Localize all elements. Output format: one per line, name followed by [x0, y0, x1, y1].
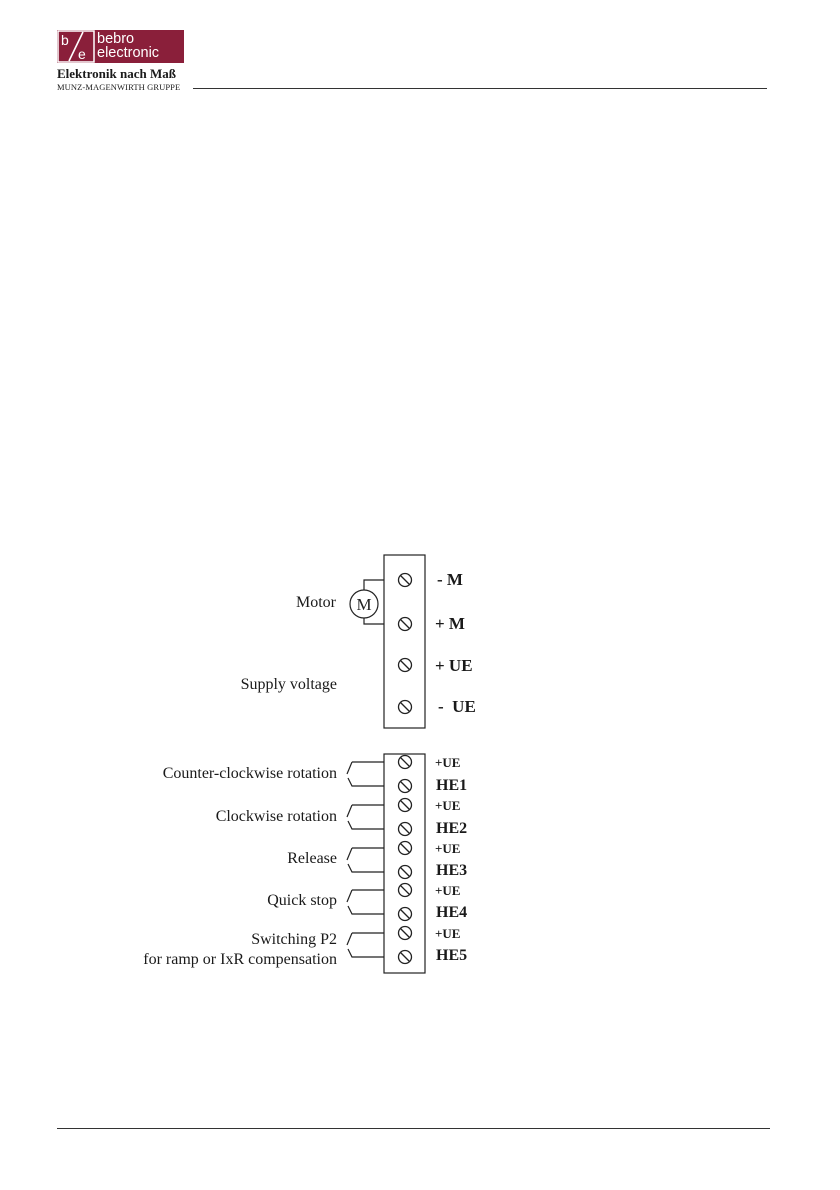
label-quick-stop: Quick stop: [267, 892, 337, 909]
terminal-plus-ue-4: +UE: [435, 883, 461, 898]
terminal-minus-ue: - UE: [438, 697, 476, 716]
label-clockwise: Clockwise rotation: [215, 808, 337, 825]
screw-terminal: [399, 701, 412, 714]
motor-wire-top: [364, 580, 384, 590]
svg-text:e: e: [78, 46, 86, 62]
label-switching-p2: Switching P2: [251, 931, 337, 948]
switch-5: [347, 933, 384, 957]
screw-terminal: [399, 823, 412, 836]
screw-terminal: [399, 618, 412, 631]
logo-line-1: bebro: [97, 31, 135, 47]
terminal-he2: HE2: [436, 820, 468, 837]
screw-terminal: [399, 866, 412, 879]
screw-terminal: [399, 780, 412, 793]
screw-terminal: [399, 574, 412, 587]
label-supply-voltage: Supply voltage: [240, 676, 337, 693]
screw-terminal: [399, 908, 412, 921]
switch-4: [347, 890, 384, 914]
group-name: MUNZ-MAGENWIRTH GRUPPE: [57, 82, 181, 92]
motor-symbol-label: M: [356, 595, 372, 614]
terminal-plus-m: + M: [435, 614, 465, 633]
screw-terminal: [399, 951, 412, 964]
screw-terminal: [399, 799, 412, 812]
switch-3: [347, 848, 384, 872]
screw-terminal: [399, 659, 412, 672]
terminal-block-1: [384, 555, 425, 728]
motor-wire-bottom: [364, 618, 384, 624]
switch-1: [347, 762, 384, 786]
tagline: Elektronik nach Maß: [57, 66, 176, 81]
switch-2: [347, 805, 384, 829]
terminal-plus-ue-5: +UE: [435, 926, 461, 941]
screw-terminal: [399, 884, 412, 897]
label-release: Release: [287, 850, 337, 867]
label-counter-clockwise: Counter-clockwise rotation: [162, 765, 337, 782]
label-ramp-ixr: for ramp or IxR compensation: [143, 951, 337, 968]
screw-terminal: [399, 842, 412, 855]
terminal-plus-ue-3: +UE: [435, 841, 461, 856]
footer-rule: [57, 1128, 770, 1129]
screw-terminal: [399, 927, 412, 940]
terminal-minus-m: - M: [437, 570, 463, 589]
label-motor: Motor: [296, 594, 336, 611]
terminal-he3: HE3: [436, 862, 468, 879]
terminal-plus-ue-2: +UE: [435, 798, 461, 813]
terminal-he5: HE5: [436, 947, 468, 964]
terminal-he4: HE4: [436, 904, 468, 921]
svg-text:b: b: [61, 32, 69, 48]
terminal-block-2: [384, 754, 425, 973]
logo-line-2: electronic: [97, 45, 160, 61]
screw-terminal: [399, 756, 412, 769]
terminal-plus-ue: + UE: [435, 656, 473, 675]
terminal-he1: HE1: [436, 777, 468, 794]
terminal-plus-ue-1: +UE: [435, 755, 461, 770]
